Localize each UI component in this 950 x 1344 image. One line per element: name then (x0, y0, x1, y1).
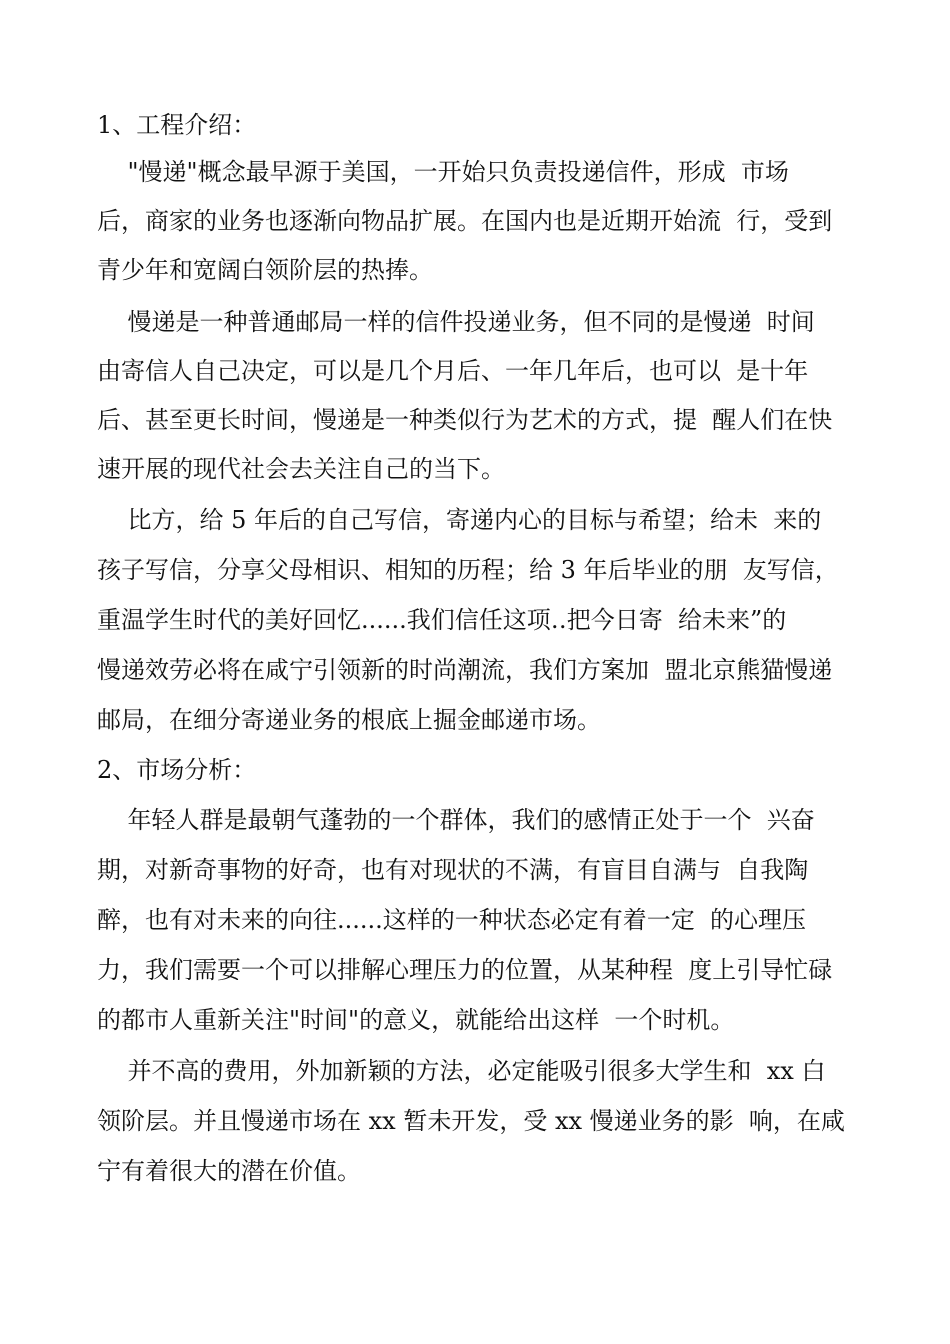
paragraph-line: 期，对新奇事物的好奇，也有对现状的不满，有盲目自满与 自我陶 (97, 856, 809, 884)
paragraph-line: 的都市人重新关注"时间"的意义，就能给出这样 一个时机。 (97, 1006, 735, 1034)
paragraph-line: "慢递"概念最早源于美国，一开始只负责投递信件，形成 市场 (97, 158, 789, 186)
paragraph-line: 由寄信人自己决定，可以是几个月后、一年几年后，也可以 是十年 (97, 357, 809, 385)
paragraph-line: 邮局，在细分寄递业务的根底上掘金邮递市场。 (97, 706, 601, 734)
paragraph-line: 慢递是一种普通邮局一样的信件投递业务，但不同的是慢递 时间 (97, 308, 815, 336)
paragraph-line: 后、甚至更长时间，慢递是一种类似行为艺术的方式，提 醒人们在快 (97, 406, 833, 434)
heading-text: 2、市场分析： (97, 756, 257, 784)
paragraph-line: 重温学生时代的美好回忆......我们信任这项‥把今日寄 给未来”的 (97, 606, 787, 634)
paragraph-line: 孩子写信，分享父母相识、相知的历程；给 3 年后毕业的朋 友写信， (97, 556, 839, 584)
paragraph-line: 速开展的现代社会去关注自己的当下。 (97, 455, 505, 483)
paragraph-line: 年轻人群是最朝气蓬勃的一个群体，我们的感情正处于一个 兴奋 (97, 806, 815, 834)
heading-text: 1、工程介绍： (97, 111, 257, 139)
paragraph-line: 力，我们需要一个可以排解心理压力的位置，从某种程 度上引导忙碌 (97, 956, 833, 984)
paragraph-line: 醉，也有对未来的向往......这样的一种状态必定有着一定 的心理压 (97, 906, 807, 934)
paragraph-line: 并不高的费用，外加新颖的方法，必定能吸引很多大学生和 xx 白 (97, 1057, 826, 1085)
paragraph-line: 比方，给 5 年后的自己写信，寄递内心的目标与希望；给未 来的 (97, 506, 822, 534)
paragraph-line: 领阶层。并且慢递市场在 xx 暂未开发，受 xx 慢递业务的影 响，在咸 (97, 1107, 845, 1135)
paragraph-line: 青少年和宽阔白领阶层的热捧。 (97, 256, 433, 284)
paragraph-line: 慢递效劳必将在咸宁引领新的时尚潮流，我们方案加 盟北京熊猫慢递 (97, 656, 833, 684)
paragraph-line: 宁有着很大的潜在价值。 (97, 1157, 361, 1185)
paragraph-line: 后，商家的业务也逐渐向物品扩展。在国内也是近期开始流 行，受到 (97, 207, 833, 235)
